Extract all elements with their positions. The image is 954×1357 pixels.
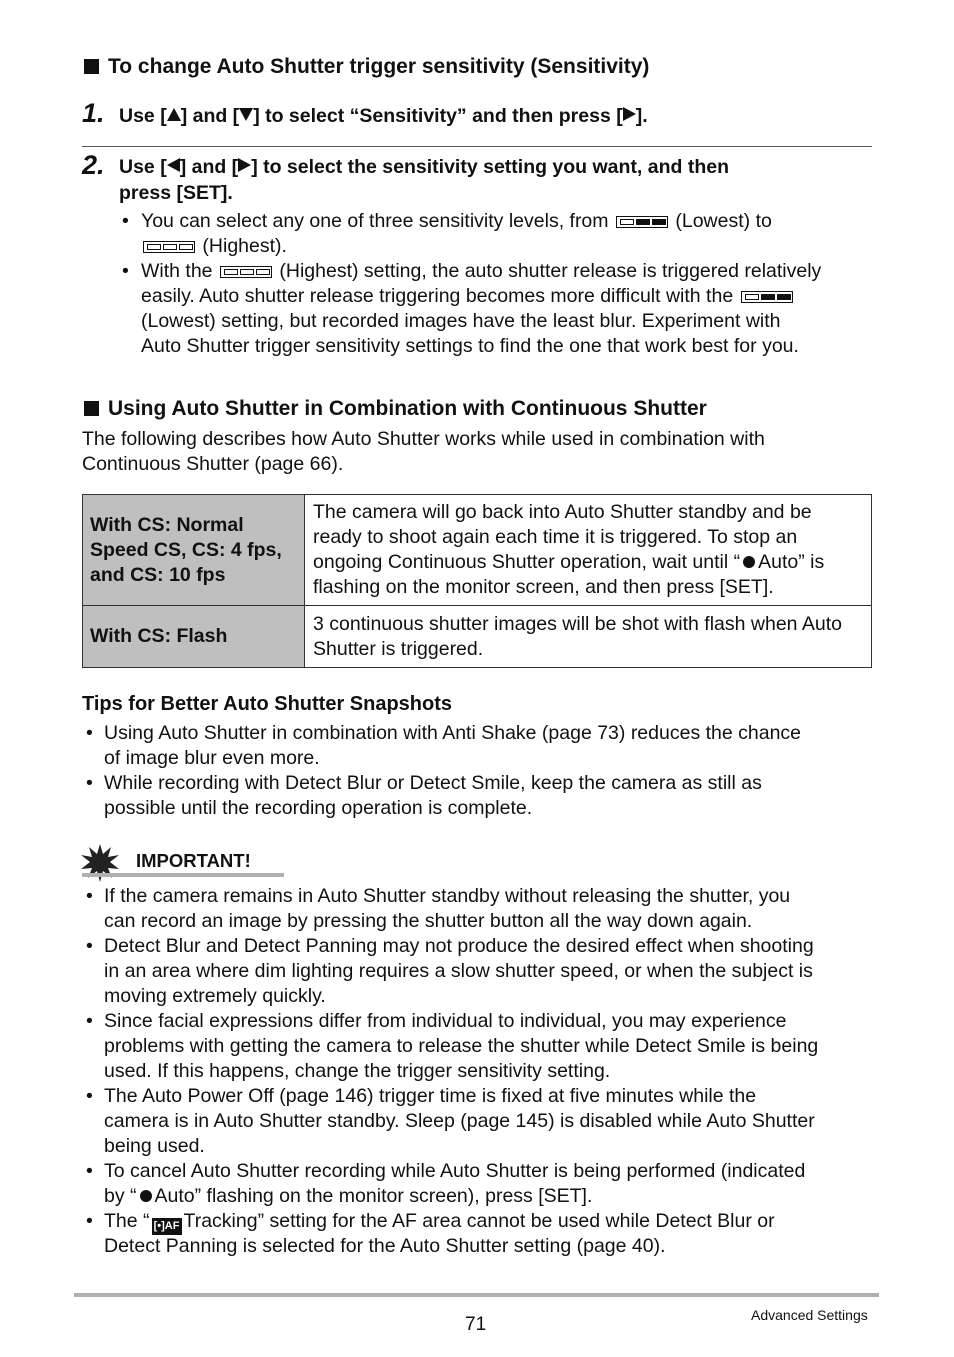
footer-section-label: Advanced Settings xyxy=(751,1307,868,1323)
bullet-dot: • xyxy=(86,1210,93,1232)
list-item-cont: problems with getting the camera to release the shutter while Detect Smile is being xyxy=(104,1035,819,1057)
record-dot-icon xyxy=(140,1190,152,1202)
heading-text: To change Auto Shutter trigger sensitivity (Sensitivity) xyxy=(108,55,650,78)
bullet-dot: • xyxy=(122,210,129,232)
list-item-cont: Detect Panning is selected for the Auto Shutter setting (page 40). xyxy=(104,1235,666,1257)
divider xyxy=(82,146,872,147)
step-number: 2. xyxy=(82,150,105,180)
left-arrow-icon xyxy=(167,158,180,172)
sensitivity-lowest-icon xyxy=(741,291,793,303)
step-number: 1. xyxy=(82,98,105,128)
intro-paragraph: The following describes how Auto Shutter works while used in combination with xyxy=(82,428,765,450)
list-item: Detect Blur and Detect Panning may not produce the desired effect when shooting xyxy=(104,935,814,957)
table-value-cell: 3 continuous shutter images will be shot with flash when Auto Shutter is triggered. xyxy=(305,606,872,668)
list-item-cont: possible until the recording operation is complete. xyxy=(104,797,533,819)
step-2-text-line2: press [SET]. xyxy=(119,182,233,204)
list-item-cont: of image blur even more. xyxy=(104,747,320,769)
intro-paragraph-line2: Continuous Shutter (page 66). xyxy=(82,453,344,475)
step-1-text: Use [ ] and [ ] to select “Sensitivity” and then press [ ]. xyxy=(119,105,648,127)
page-number: 71 xyxy=(465,1314,487,1335)
list-item: The Auto Power Off (page 146) trigger time is fixed at five minutes while the xyxy=(104,1085,757,1107)
down-arrow-icon xyxy=(239,108,253,121)
bullet-dot: • xyxy=(122,260,129,282)
table-row xyxy=(83,495,872,606)
tracking-af-icon: [•]AF xyxy=(152,1218,182,1235)
important-burst-icon xyxy=(80,843,120,883)
table-value-cell: The camera will go back into Auto Shutter standby and be ready to shoot again each time it is triggered. To stop an ongoing Continuous Shutter operation, wait until “ Auto” is flashing on the monitor screen, and then press [SET]. xyxy=(305,495,872,606)
important-label: IMPORTANT! xyxy=(136,850,251,871)
table-key-cell: With CS: Normal Speed CS, CS: 4 fps, and CS: 10 fps xyxy=(83,495,305,606)
bullet-dot: • xyxy=(86,1085,93,1107)
list-item-cont: being used. xyxy=(104,1135,205,1157)
sensitivity-lowest-icon xyxy=(616,216,668,228)
list-item-cont: can record an image by pressing the shutter button all the way down again. xyxy=(104,910,753,932)
list-item: If the camera remains in Auto Shutter standby without releasing the shutter, you xyxy=(104,885,791,907)
important-underline xyxy=(82,873,284,877)
sensitivity-highest-icon xyxy=(143,241,195,253)
bullet-dot: • xyxy=(86,1160,93,1182)
square-bullet-icon xyxy=(84,59,99,74)
right-arrow-icon xyxy=(238,158,251,172)
list-item: To cancel Auto Shutter recording while Auto Shutter is being performed (indicated xyxy=(104,1160,806,1182)
continuous-shutter-table xyxy=(82,494,872,668)
list-item-cont: camera is in Auto Shutter standby. Sleep (page 145) is disabled while Auto Shutter xyxy=(104,1110,815,1132)
bullet-dot: • xyxy=(86,1010,93,1032)
list-item: The “ [•]AF Tracking” setting for the AF area cannot be used while Detect Blur or xyxy=(104,1209,775,1235)
list-item-cont: (Lowest) setting, but recorded images have the least blur. Experiment with xyxy=(141,310,781,332)
table-key-cell: With CS: Flash xyxy=(83,606,305,668)
list-item: While recording with Detect Blur or Detect Smile, keep the camera as still as xyxy=(104,772,762,794)
step-2-text: Use [ ] and [ ] to select the sensitivity setting you want, and then xyxy=(119,156,730,178)
record-dot-icon xyxy=(743,556,755,568)
list-item-cont: (Highest). xyxy=(141,234,287,259)
up-arrow-icon xyxy=(167,108,181,121)
list-item-cont: Auto Shutter trigger sensitivity settings to find the one that work best for you. xyxy=(141,335,799,357)
section-heading-continuous xyxy=(84,397,707,421)
list-item-cont: used. If this happens, change the trigger sensitivity setting. xyxy=(104,1060,611,1082)
list-item: With the (Highest) setting, the auto shutter release is triggered relatively xyxy=(141,260,822,282)
list-item-cont: moving extremely quickly. xyxy=(104,985,326,1007)
bullet-dot: • xyxy=(86,772,93,794)
bullet-dot: • xyxy=(86,885,93,907)
bullet-dot: • xyxy=(86,722,93,744)
list-item-cont: by “ Auto” flashing on the monitor screen), press [SET]. xyxy=(104,1185,593,1207)
right-arrow-icon xyxy=(623,107,636,121)
list-item: Using Auto Shutter in combination with Anti Shake (page 73) reduces the chance xyxy=(104,722,802,744)
square-bullet-icon xyxy=(84,401,99,416)
heading-text: Using Auto Shutter in Combination with Continuous Shutter xyxy=(108,397,707,420)
list-item-cont: in an area where dim lighting requires a slow shutter speed, or when the subject is xyxy=(104,960,813,982)
sensitivity-highest-icon xyxy=(220,266,272,278)
list-item: Since facial expressions differ from individual to individual, you may experience xyxy=(104,1010,787,1032)
section-heading-sensitivity xyxy=(84,55,649,79)
footer-rule xyxy=(74,1293,879,1297)
bullet-dot: • xyxy=(86,935,93,957)
list-item: You can select any one of three sensitivity levels, from (Lowest) to xyxy=(141,210,772,232)
table-row xyxy=(83,606,872,668)
list-item-cont: easily. Auto shutter release triggering becomes more difficult with the xyxy=(141,284,795,309)
tips-heading: Tips for Better Auto Shutter Snapshots xyxy=(82,693,453,715)
